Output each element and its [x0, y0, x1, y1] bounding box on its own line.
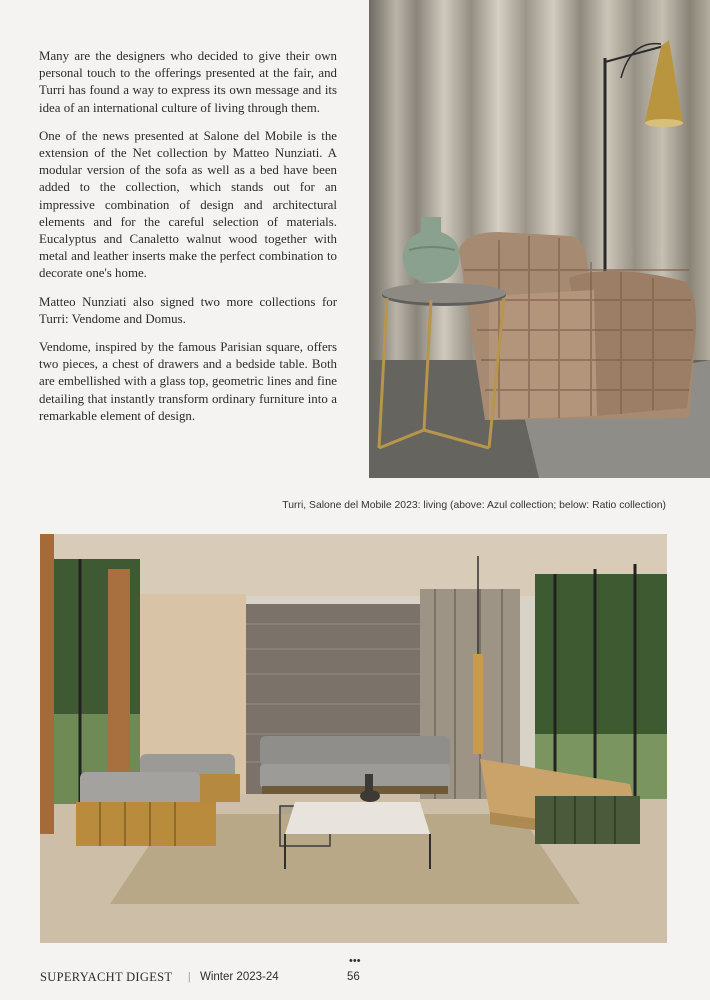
page-number: 56 — [347, 971, 360, 983]
page-footer — [40, 955, 670, 988]
issue-label: Winter 2023-24 — [200, 971, 279, 983]
armchair-illustration — [369, 0, 710, 478]
living-room-illustration — [40, 534, 667, 943]
footer-separator: | — [188, 969, 191, 983]
photo-ratio-collection — [40, 534, 667, 943]
photo-caption: Turri, Salone del Mobile 2023: living (above: Azul collection; below: Ratio collection) — [282, 500, 666, 511]
page-dots: ••• — [349, 955, 361, 967]
paragraph-2: One of the news presented at Salone del Mobile is the extension of the Net collection by Matteo Nunziati. A modular version of the sofa as well as a bed have been added to the collection, which stands out for an impressive combination of design and architectural elements and for the careful selection of materials. Eucalyptus and Canaletto walnut wood together with metal and leather inserts make the perfect combination to decorate one's home. — [39, 128, 337, 281]
magazine-name: SUPERYACHT DIGEST — [40, 970, 173, 984]
paragraph-1: Many are the designers who decided to give their own personal touch to the offerings presented at the fair, and Turri has found a way to express its own message and its idea of an international culture of living through them. — [39, 49, 337, 115]
article-text — [39, 48, 337, 436]
paragraph-3: Matteo Nunziati also signed two more collections for Turri: Vendome and Domus. — [39, 294, 337, 326]
paragraph-4: Vendome, inspired by the famous Parisian square, offers two pieces, a chest of drawers and a bedside table. Both are embellished with a glass top, geometric lines and fine detailing that instantly transform ordinary furniture into a remarkable element of design. — [39, 340, 337, 423]
photo-azul-collection — [369, 0, 710, 478]
